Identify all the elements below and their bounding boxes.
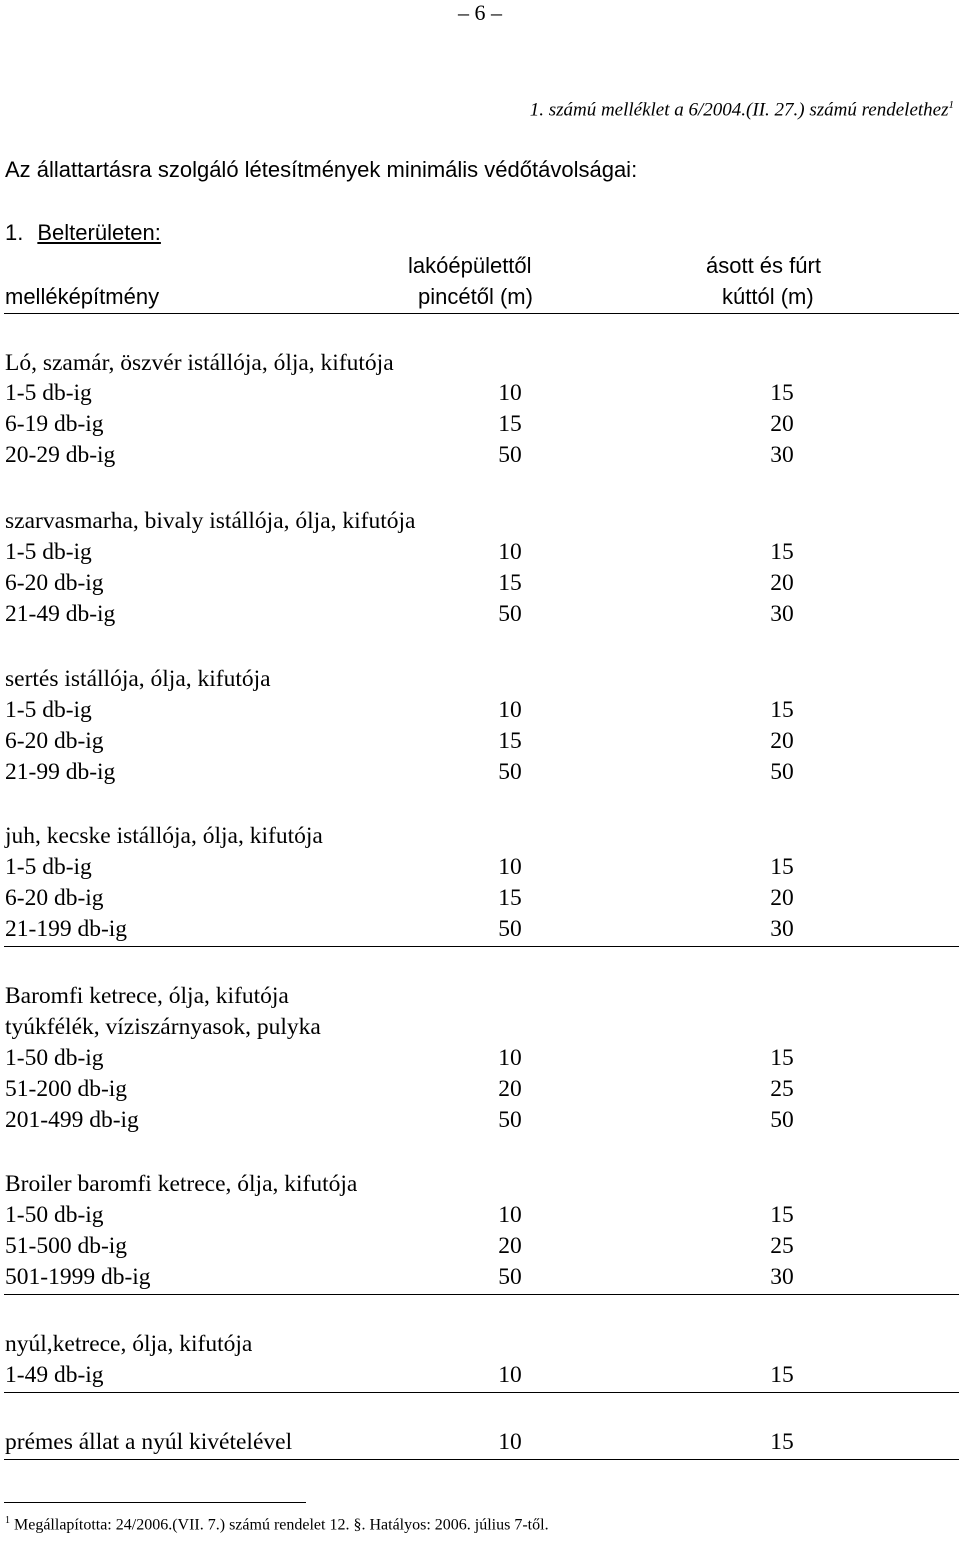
header-col1-line1: lakóépülettől (408, 253, 532, 278)
row-value-well: 30 (770, 442, 794, 468)
row-value-well: 15 (770, 1429, 794, 1455)
row-value-dwelling: 10 (498, 380, 522, 406)
row-value-well: 25 (770, 1233, 794, 1259)
row-value-dwelling: 10 (498, 1362, 522, 1388)
row-value-dwelling: 50 (498, 442, 522, 468)
footnote-separator (4, 1502, 306, 1503)
row-value-dwelling: 15 (498, 885, 522, 911)
row-value-well: 50 (770, 759, 794, 785)
table-rule (4, 1294, 959, 1295)
row-label: 6-20 db-ig (5, 570, 104, 596)
row-label: 6-19 db-ig (5, 411, 104, 437)
annex-reference-text: 1. számú melléklet a 6/2004.(II. 27.) számú rendelethez (529, 99, 949, 121)
table-row (0, 570, 960, 601)
row-value-dwelling: 10 (498, 1429, 522, 1455)
table-row (0, 1045, 960, 1076)
header-col2-line2: kúttól (m) (722, 284, 814, 309)
section-number: 1. (5, 220, 24, 245)
table-row (0, 411, 960, 442)
table-row (0, 697, 960, 728)
row-value-dwelling: 50 (498, 1107, 522, 1133)
row-value-well: 20 (770, 728, 794, 754)
row-value-dwelling: 10 (498, 697, 522, 723)
row-value-dwelling: 15 (498, 728, 522, 754)
row-value-dwelling: 50 (498, 601, 522, 627)
row-value-well: 15 (770, 1045, 794, 1071)
group-title: juh, kecske istállója, ólja, kifutója (5, 823, 323, 849)
table-row (0, 539, 960, 570)
table-row (0, 916, 960, 947)
footnote (5, 1515, 549, 1534)
row-label: 1-5 db-ig (5, 697, 92, 723)
annex-footnote-mark: 1 (948, 99, 954, 111)
row-label: 1-50 db-ig (5, 1045, 104, 1071)
row-label: 201-499 db-ig (5, 1107, 139, 1133)
row-label: 20-29 db-ig (5, 442, 116, 468)
table-row (0, 728, 960, 759)
row-value-dwelling: 50 (498, 916, 522, 942)
group-title: szarvasmarha, bivaly istállója, ólja, kifutója (5, 508, 416, 534)
footnote-mark: 1 (5, 1515, 10, 1526)
footnote-text: Megállapította: 24/2006.(VII. 7.) számú rendelet 12. §. Hatályos: 2006. július 7-től. (14, 1516, 549, 1534)
row-value-dwelling: 15 (498, 570, 522, 596)
group-title: sertés istállója, ólja, kifutója (5, 666, 271, 692)
row-label: 1-5 db-ig (5, 539, 92, 565)
row-value-well: 15 (770, 1362, 794, 1388)
annex-reference (530, 99, 954, 121)
row-value-well: 15 (770, 697, 794, 723)
table-rule (4, 1459, 959, 1460)
row-label: 6-20 db-ig (5, 885, 104, 911)
row-value-well: 20 (770, 570, 794, 596)
row-label: 6-20 db-ig (5, 728, 104, 754)
row-value-well: 15 (770, 380, 794, 406)
row-value-well: 30 (770, 601, 794, 627)
row-label: 21-199 db-ig (5, 916, 128, 942)
row-value-well: 30 (770, 1264, 794, 1290)
row-label: 21-99 db-ig (5, 759, 116, 785)
table-row (0, 1362, 960, 1393)
group-title: Baromfi ketrece, ólja, kifutója (5, 983, 289, 1009)
group-title: Ló, szamár, öszvér istállója, ólja, kifutója (5, 350, 394, 376)
table-row (0, 759, 960, 790)
row-value-dwelling: 20 (498, 1233, 522, 1259)
row-label: 51-200 db-ig (5, 1076, 128, 1102)
row-value-dwelling: 20 (498, 1076, 522, 1102)
table-row (0, 854, 960, 885)
row-value-dwelling: 10 (498, 854, 522, 880)
row-value-dwelling: 15 (498, 411, 522, 437)
row-value-well: 15 (770, 539, 794, 565)
row-value-dwelling: 10 (498, 539, 522, 565)
table-row (0, 1264, 960, 1295)
group-title: nyúl,ketrece, ólja, kifutója (5, 1331, 253, 1357)
row-value-dwelling: 50 (498, 759, 522, 785)
header-col0: melléképítmény (5, 284, 160, 309)
table-row (0, 380, 960, 411)
row-label: 501-1999 db-ig (5, 1264, 151, 1290)
document-title: Az állattartásra szolgáló létesítmények minimális védőtávolságai: (5, 157, 638, 182)
row-value-dwelling: 10 (498, 1202, 522, 1228)
row-label: 21-49 db-ig (5, 601, 116, 627)
table-row (0, 1429, 960, 1460)
table-rule (4, 1392, 959, 1393)
row-label: 51-500 db-ig (5, 1233, 128, 1259)
page-number: – 6 – (458, 0, 502, 25)
group-title: Broiler baromfi ketrece, ólja, kifutója (5, 1171, 358, 1197)
row-label: 1-49 db-ig (5, 1362, 104, 1388)
section-heading (5, 220, 161, 246)
section-label: Belterületen: (37, 220, 161, 245)
table-row (0, 1233, 960, 1264)
row-value-dwelling: 50 (498, 1264, 522, 1290)
row-value-well: 30 (770, 916, 794, 942)
table-row (0, 1107, 960, 1138)
row-value-well: 20 (770, 885, 794, 911)
header-rule (4, 313, 959, 314)
row-value-well: 20 (770, 411, 794, 437)
row-value-dwelling: 10 (498, 1045, 522, 1071)
table-rule (4, 946, 959, 947)
table-row (0, 442, 960, 473)
row-value-well: 15 (770, 1202, 794, 1228)
row-label: prémes állat a nyúl kivételével (5, 1429, 293, 1455)
table-row (0, 1202, 960, 1233)
header-col1-line2: pincétől (m) (418, 284, 533, 309)
row-label: 1-50 db-ig (5, 1202, 104, 1228)
group-subtitle: tyúkfélék, víziszárnyasok, pulyka (5, 1014, 321, 1040)
row-label: 1-5 db-ig (5, 854, 92, 880)
table-row (0, 601, 960, 632)
table-row (0, 1076, 960, 1107)
row-value-well: 50 (770, 1107, 794, 1133)
row-label: 1-5 db-ig (5, 380, 92, 406)
table-row (0, 885, 960, 916)
header-col2-line1: ásott és fúrt (706, 253, 821, 278)
row-value-well: 15 (770, 854, 794, 880)
row-value-well: 25 (770, 1076, 794, 1102)
